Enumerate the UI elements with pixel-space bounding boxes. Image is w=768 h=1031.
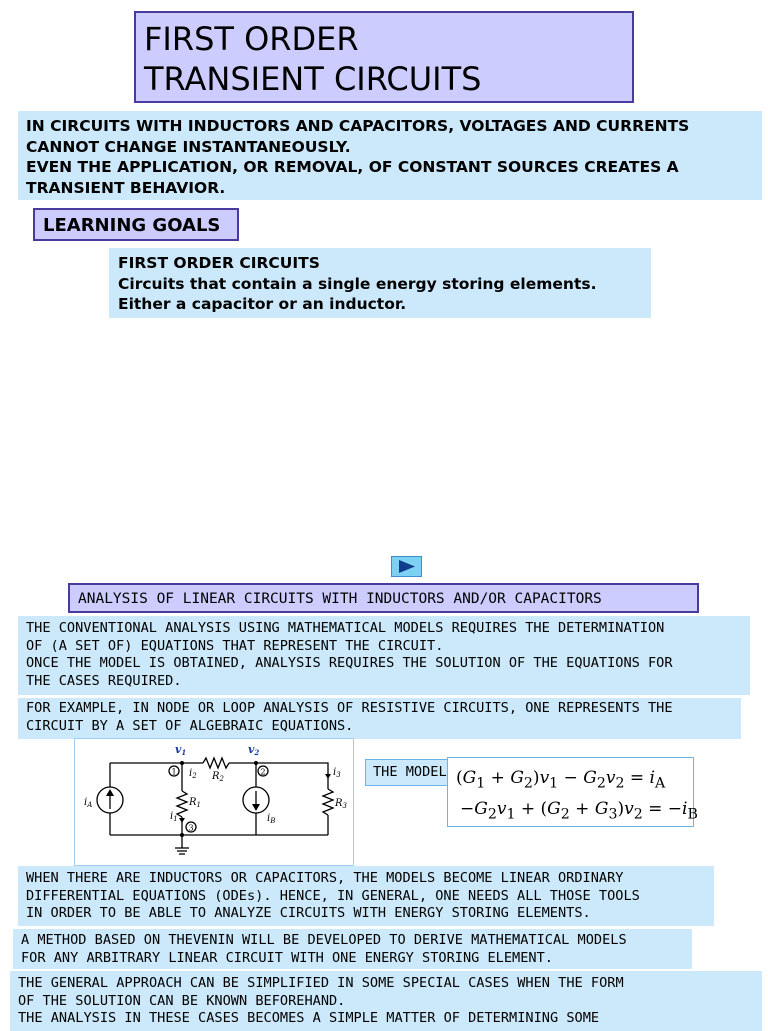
- section-heading: ANALYSIS OF LINEAR CIRCUITS WITH INDUCTORS AND/OR CAPACITORS: [68, 583, 699, 613]
- general-approach-paragraph: [10, 971, 762, 1031]
- model-label: THE MODEL: [365, 759, 461, 786]
- intro-line-3: EVEN THE APPLICATION, OR REMOVAL, OF CONSTANT SOURCES CREATES A: [26, 158, 679, 176]
- paragraph-line: THE CASES REQUIRED.: [26, 672, 182, 689]
- paragraph-line: CIRCUIT BY A SET OF ALGEBRAIC EQUATIONS.: [26, 717, 354, 734]
- paragraph-line: A METHOD BASED ON THEVENIN WILL BE DEVELOPED TO DERIVE MATHEMATICAL MODELS: [21, 932, 627, 948]
- paragraph-line: THE CONVENTIONAL ANALYSIS USING MATHEMATICAL MODELS REQUIRES THE DETERMINATION: [26, 620, 665, 636]
- thevenin-paragraph: [13, 929, 692, 969]
- next-slide-button[interactable]: [391, 556, 422, 577]
- learning-goals-line-2: Circuits that contain a single energy storing elements.: [118, 274, 597, 293]
- equation-2: $-G_2v_1 + (G_2 + G_3)v_2 = -i_B$: [460, 799, 698, 823]
- paragraph-line: FOR EXAMPLE, IN NODE OR LOOP ANALYSIS OF RESISTIVE CIRCUITS, ONE REPRESENTS THE: [26, 700, 673, 716]
- learning-goals-line-1: FIRST ORDER CIRCUITS: [118, 254, 320, 272]
- intro-text-box: [18, 111, 762, 200]
- model-equations: [447, 757, 698, 827]
- conventional-analysis-paragraph: [18, 616, 750, 695]
- paragraph-line: THE ANALYSIS IN THESE CASES BECOMES A SIMPLE MATTER OF DETERMINING SOME: [18, 1010, 600, 1027]
- i2-label: $i_2$: [189, 768, 197, 780]
- i3-label: $i_3$: [333, 767, 341, 779]
- slide-title-line-1: FIRST ORDER: [144, 20, 359, 58]
- r2-label: $R_2$: [212, 771, 224, 783]
- learning-goals-line-3: Either a capacitor or an inductor.: [118, 295, 407, 313]
- learning-goals-label: LEARNING GOALS: [33, 208, 239, 241]
- paragraph-line: OF THE SOLUTION CAN BE KNOWN BEFOREHAND.: [18, 992, 346, 1009]
- r1-label: $R_1$: [189, 797, 201, 809]
- v1-label: v1: [175, 743, 187, 757]
- node-3-label: 3: [188, 823, 194, 833]
- example-paragraph: [18, 698, 741, 739]
- ia-label: $i_A$: [84, 797, 93, 809]
- paragraph-line: ONCE THE MODEL IS OBTAINED, ANALYSIS REQUIRES THE SOLUTION OF THE EQUATIONS FOR: [26, 655, 673, 672]
- learning-goals-box: [109, 248, 651, 318]
- play-triangle-icon: [398, 559, 416, 574]
- slide-title-box: [134, 11, 634, 103]
- paragraph-line: WHEN THERE ARE INDUCTORS OR CAPACITORS, THE MODELS BECOME LINEAR ORDINARY: [26, 870, 624, 886]
- intro-line-2: CANNOT CHANGE INSTANTANEOUSLY.: [26, 137, 351, 156]
- r3-label: $R_3$: [335, 798, 347, 810]
- node-1-label: 1: [171, 767, 177, 777]
- resistive-circuit-diagram: [74, 738, 354, 866]
- paragraph-line: DIFFERENTIAL EQUATIONS (ODEs). HENCE, IN GENERAL, ONE NEEDS ALL THOSE TOOLS: [26, 887, 640, 904]
- paragraph-line: FOR ANY ARBITRARY LINEAR CIRCUIT WITH ONE ENERGY STORING ELEMENT.: [21, 949, 553, 966]
- equation-1: $(G_1 + G_2)v_1 - G_2v_2 = i_A$: [456, 768, 666, 792]
- v2-label: v2: [248, 743, 260, 757]
- paragraph-line: IN ORDER TO BE ABLE TO ANALYZE CIRCUITS WITH ENERGY STORING ELEMENTS.: [26, 905, 591, 922]
- paragraph-line: THE GENERAL APPROACH CAN BE SIMPLIFIED IN SOME SPECIAL CASES WHEN THE FORM: [18, 975, 624, 991]
- intro-line-1: IN CIRCUITS WITH INDUCTORS AND CAPACITORS, VOLTAGES AND CURRENTS: [26, 117, 690, 135]
- ib-label: $i_B$: [267, 813, 276, 825]
- circuit-schematic: [75, 739, 354, 866]
- node-2-label: 2: [260, 767, 266, 777]
- i1-label: $i_1$: [170, 811, 178, 823]
- paragraph-line: OF (A SET OF) EQUATIONS THAT REPRESENT THE CIRCUIT.: [26, 637, 444, 654]
- intro-line-4: TRANSIENT BEHAVIOR.: [26, 178, 226, 197]
- slide-title-line-2: TRANSIENT CIRCUITS: [144, 60, 482, 98]
- ode-paragraph: [18, 866, 714, 926]
